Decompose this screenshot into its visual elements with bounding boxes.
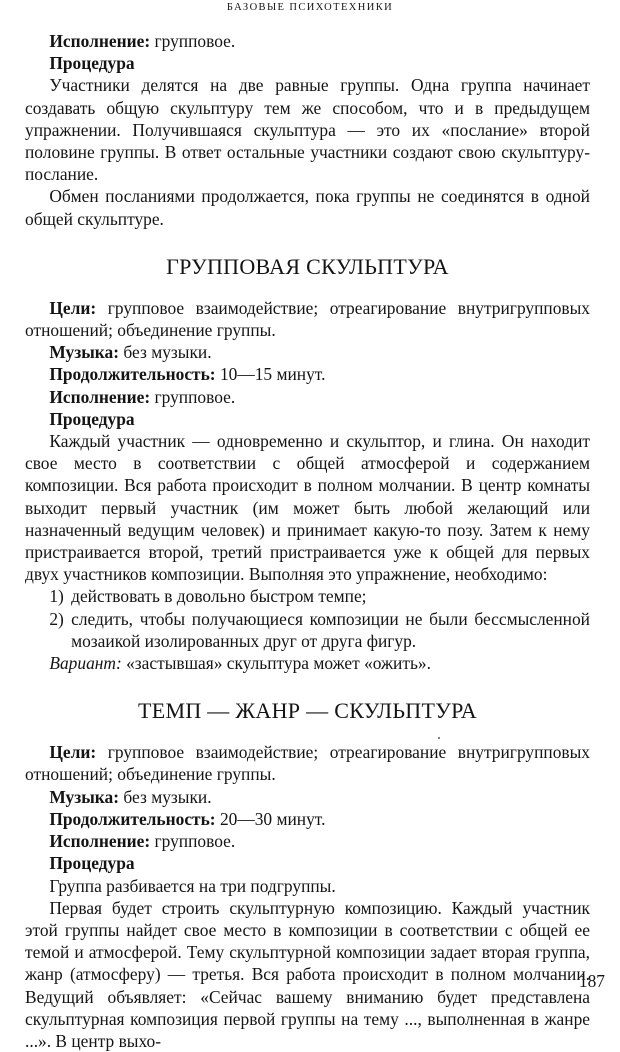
duration-line [25, 363, 590, 385]
variant-value: «застывшая» скульптура может «ожить». [126, 653, 431, 674]
procedure-heading: Процедура [49, 53, 135, 74]
page-number: 187 [578, 971, 605, 991]
list-text: следить, чтобы получающиеся композиции не были бессмысленной мозаикой изолированных друг от друга фигур. [71, 608, 590, 651]
duration-label: Продолжительность: [49, 364, 216, 385]
execution-value: групповое. [154, 386, 236, 407]
goals-line [25, 741, 590, 785]
music-value: без музыки. [123, 342, 212, 363]
body-paragraph: Участники делятся на две равные группы. Одна группа начинает создавать общую скульптуру тем же способом, что и в предыдущем упражнении. Получившаяся скульптура — это их «послание» второй половине группы. В ответ остальные участники создают свою скульптуру-послание. [25, 75, 590, 185]
list-item [25, 585, 590, 607]
execution-value: групповое. [154, 31, 236, 51]
execution-label: Исполнение: [49, 386, 151, 407]
list-number: 2) [49, 608, 64, 629]
stray-dot-mark [438, 737, 440, 739]
procedure-heading: Процедура [49, 408, 135, 429]
execution-line [25, 830, 590, 852]
list-number: 1) [49, 586, 64, 607]
duration-value: 10—15 минут. [219, 364, 326, 385]
page-body [25, 30, 590, 1052]
body-paragraph: Обмен посланиями продолжается, пока группы не соединятся в одной общей скульптуре. [25, 186, 590, 229]
duration-value: 20—30 минут. [219, 808, 326, 829]
list-text: действовать в довольно быстром темпе; [71, 586, 367, 607]
duration-line [25, 808, 590, 830]
execution-line [25, 386, 590, 408]
execution-label: Исполнение: [49, 31, 151, 51]
goals-label: Цели: [49, 742, 97, 763]
goals-line [25, 297, 590, 341]
goals-value: групповое взаимодействие; отреагирование внутригрупповых отношений; объединение группы. [25, 742, 590, 785]
procedure-first-line: Группа разбивается на три подгруппы. [49, 875, 336, 896]
goals-label: Цели: [49, 297, 97, 318]
music-label: Музыка: [49, 342, 120, 363]
variant-line [25, 652, 590, 674]
running-head: БАЗОВЫЕ ПСИХОТЕХНИКИ [226, 2, 394, 13]
list-item [25, 608, 590, 652]
execution-value: групповое. [154, 831, 236, 852]
section-title: ГРУППОВАЯ СКУЛЬПТУРА [166, 253, 449, 279]
duration-label: Продолжительность: [49, 808, 216, 829]
music-line [25, 786, 590, 808]
goals-value: групповое взаимодействие; отреагирование внутригрупповых отношений; объединение группы. [25, 297, 590, 341]
procedure-heading: Процедура [49, 853, 135, 874]
music-value: без музыки. [123, 786, 212, 807]
section-title: ТЕМП — ЖАНР — СКУЛЬПТУРА [137, 698, 477, 724]
execution-line [25, 30, 590, 52]
music-label: Музыка: [49, 786, 120, 807]
execution-label: Исполнение: [49, 831, 151, 852]
variant-label: Вариант: [49, 653, 122, 674]
body-paragraph: Первая будет строить скульптурную композицию. Каждый участник этой группы найдет свое место в композиции в соответствии с общей ее темой и атмосферой. Тему скульптурной композиции задает вторая группа, жанр (атмосферу) — третья. Вся работа происходит в полном молчании. Ведущий объявляет: «Сейчас вашему вниманию будет представлена скульптурная композиция первой группы на тему ..., выполненная в жанре ...». В центр выхо- [25, 897, 590, 1051]
music-line [25, 341, 590, 363]
body-paragraph: Каждый участник — одновременно и скульптор, и глина. Он находит свое место в соответствии с общей атмосферой и содержанием композиции. Вся работа происходит в полном молчании. В центр комнаты выходит первый участник (им может быть любой желающий или назначенный ведущим человек) и принимает какую-то позу. Затем к нему пристраивается второй, третий пристраивается уже к общей для первых двух участников композиции. Выполняя это упражнение, необходимо: [25, 431, 590, 585]
